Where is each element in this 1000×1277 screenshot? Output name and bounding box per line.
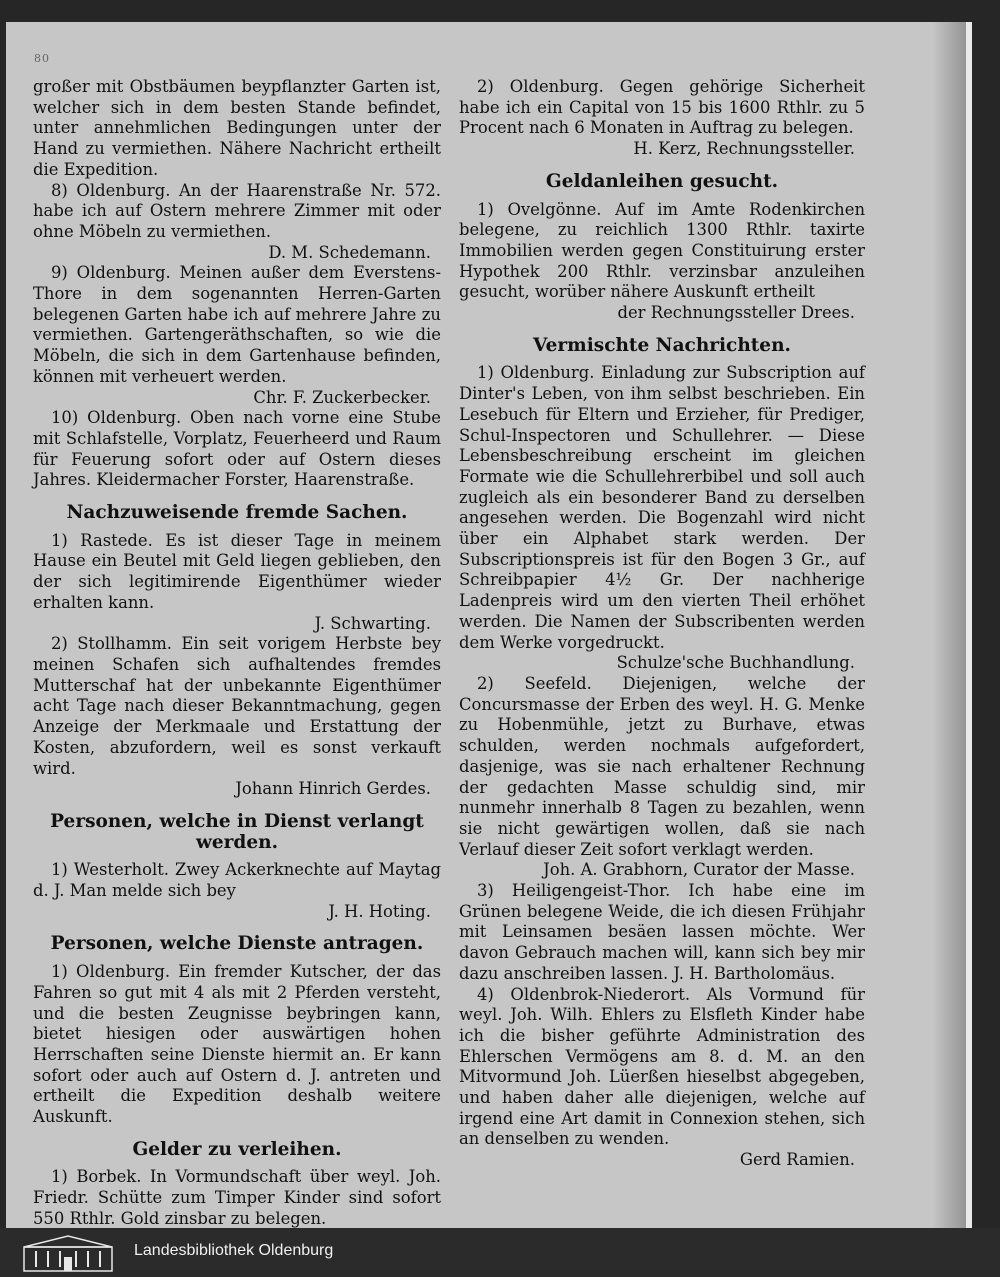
signature: der Rechnungssteller Drees. <box>617 303 855 323</box>
section-heading: Gelder zu verleihen. <box>132 1138 342 1160</box>
signature: J. H. Hoting. <box>328 901 431 921</box>
signature: Johann Hinrich Gerdes. <box>235 779 431 799</box>
page-edge <box>966 22 972 1228</box>
notice-oldenburg-8: 8) Oldenburg. An der Haarenstraße Nr. 572. habe ich auf Ostern mehrere Zimmer mit oder ohne Möbeln zu vermiethen. <box>33 180 441 241</box>
notice-seefeld: 2) Seefeld. Diejenigen, welche der Concursmasse der Erben des weyl. H. G. Menke zu Hobenmühle, jetzt zu Burhave, etwas schulden, werden nochmals aufgefordert, dasjenige, was sie nach erhaltener Rechnung der gedachten Masse schuldig sind, mir nunmehr innerhalb 8 Tagen zu bezahlen, wenn sie nicht gewärtigen wollen, daß sie nach Verlauf dieser Zeit sofort verklagt werden. <box>459 673 865 859</box>
signature: J. Schwarting. <box>314 613 431 633</box>
notice-oldenburg-capital: 2) Oldenburg. Gegen gehörige Sicherheit habe ich ein Capital von 15 bis 1600 Rthlr. zu 5 Procent nach 6 Monaten in Auftrag zu belegen. <box>459 77 865 138</box>
signature: H. Kerz, Rechnungssteller. <box>633 139 855 159</box>
viewer-footer <box>0 1228 1000 1277</box>
notice-oldenbrok: 4) Oldenbrok-Niederort. Als Vormund für weyl. Joh. Wilh. Ehlers zu Elsfleth Kinder habe ich die bisher geführte Administration des Ehlerschen Vermögens am 8. d. M. an den Mitvormund Joh. Lüerßen hieselbst abgegeben, und haben daher alle diejenigen, welche auf irgend eine Art damit in Connexion stehen, sich an denselben zu wenden. <box>459 984 865 1149</box>
signature: Joh. A. Grabhorn, Curator der Masse. <box>543 860 855 880</box>
notice-garden-rent: großer mit Obstbäumen beypflanzter Garten ist, welcher sich in dem besten Stande befindet, unter annehmlichen Bedingungen unter der Hand zu vermiethen. Nähere Nachricht ertheilt die Expedition. <box>33 77 441 179</box>
library-building-logo-icon <box>22 1233 114 1273</box>
section-heading: Geldanleihen gesucht. <box>545 170 779 192</box>
notice-heiligengeist: 3) Heiligengeist-Thor. Ich habe eine im Grünen belegene Weide, die ich diesen Frühjahr mit Leinsamen besäen lassen möchte. Wer davon Gebrauch machen will, kann sich bey mir dazu anschreiben lassen. J. H. Bartholomäus. <box>459 881 865 983</box>
section-heading: Nachzuweisende fremde Sachen. <box>66 502 408 524</box>
signature: D. M. Schedemann. <box>268 242 431 262</box>
notice-rastede: 1) Rastede. Es ist dieser Tage in meinem Hause ein Beutel mit Geld liegen geblieben, den der sich legitimirende Eigenthümer wieder erhalten kann. <box>33 530 441 612</box>
notice-stollhamm: 2) Stollhamm. Ein seit vorigem Herbste bey meinen Schafen sich aufhaltendes fremdes Mutterschaf hat der unbekannte Eigenthümer acht Tage nach dieser Bekanntmachung, gegen Anzeige der Merkmaale und Erstattung der Kosten, abzufordern, weil es sonst verkauft wird. <box>33 634 441 778</box>
notice-oldenburg-9: 9) Oldenburg. Meinen außer dem Everstens-Thore in dem sogenannten Herren-Garten belegenen Garten habe ich auf mehrere Jahre zu vermiethen. Gartengeräthschaften, so wie die Möbeln, die sich in dem Gartenhause befinden, können mit verheuert werden. <box>33 263 441 386</box>
notice-borbek: 1) Borbek. In Vormundschaft über weyl. Joh. Friedr. Schütte zum Timper Kinder sind sofort 550 Rthlr. Gold zinsbar zu belegen. <box>33 1167 441 1228</box>
signature: Schulze'sche Buchhandlung. <box>616 653 855 673</box>
signature: Gerd Ramien. <box>739 1150 855 1170</box>
section-heading: Vermischte Nachrichten. <box>533 334 791 356</box>
notice-kutscher: 1) Oldenburg. Ein fremder Kutscher, der das Fahren so gut mit 4 als mit 2 Pferden versteht, und die besten Zeugnisse beybringen kann, bietet hiesigen oder auswärtigen hohen Herrschaften seine Dienste hiermit an. Er kann sofort oder auch auf Ostern d. J. antreten und ertheilt die Expedition deshalb weitere Auskunft. <box>33 962 441 1127</box>
newspaper-page <box>6 22 966 1228</box>
page-gutter-shadow <box>932 22 966 1228</box>
right-column <box>459 77 865 1171</box>
left-column <box>33 77 441 1250</box>
notice-subscription: 1) Oldenburg. Einladung zur Subscription auf Dinter's Leben, von ihm selbst beschrieben. Ein Lesebuch für Eltern und Erzieher, für Prediger, Schul-Inspectoren und Schullehrer. — Diese Lebensbeschreibung erscheint im gleichen Formate wie die Schullehrerbibel und soll auch zugleich als ein besonderer Band zu derselben angesehen werden. Die Bogenzahl wird nicht über ein Alphabet stark werden. Der Subscriptionspreis ist für den Bogen 3 Gr., auf Schreibpapier 4½ Gr. Der nachherige Ladenpreis wird um den vierten Theil erhöhet werden. Die Namen der Subscribenten werden dem Werke vorgedruckt. <box>459 363 865 652</box>
notice-oldenburg-10: 10) Oldenburg. Oben nach vorne eine Stube mit Schlafstelle, Vorplatz, Feuerheerd und Raum für Feuerung sofort oder auf Ostern dieses Jahres. Kleidermacher Forster, Haarenstraße. <box>33 408 441 490</box>
section-heading: Personen, welche in Dienst verlangt werden. <box>50 810 424 853</box>
library-name: Landesbibliothek Oldenburg <box>134 1242 334 1259</box>
section-heading: Personen, welche Dienste antragen. <box>50 933 424 955</box>
signature: Chr. F. Zuckerbecker. <box>253 387 431 407</box>
notice-ovelgoenne: 1) Ovelgönne. Auf im Amte Rodenkirchen belegene, zu reichlich 1300 Rthlr. taxirte Immobilien werden gegen Constituirung erster Hypothek 200 Rthlr. verzinsbar anzuleihen gesucht, worüber nähere Auskunft ertheilt <box>459 199 865 302</box>
notice-westerholt: 1) Westerholt. Zwey Ackerknechte auf Maytag d. J. Man melde sich bey <box>33 860 441 901</box>
page-number: 80 <box>34 52 50 65</box>
